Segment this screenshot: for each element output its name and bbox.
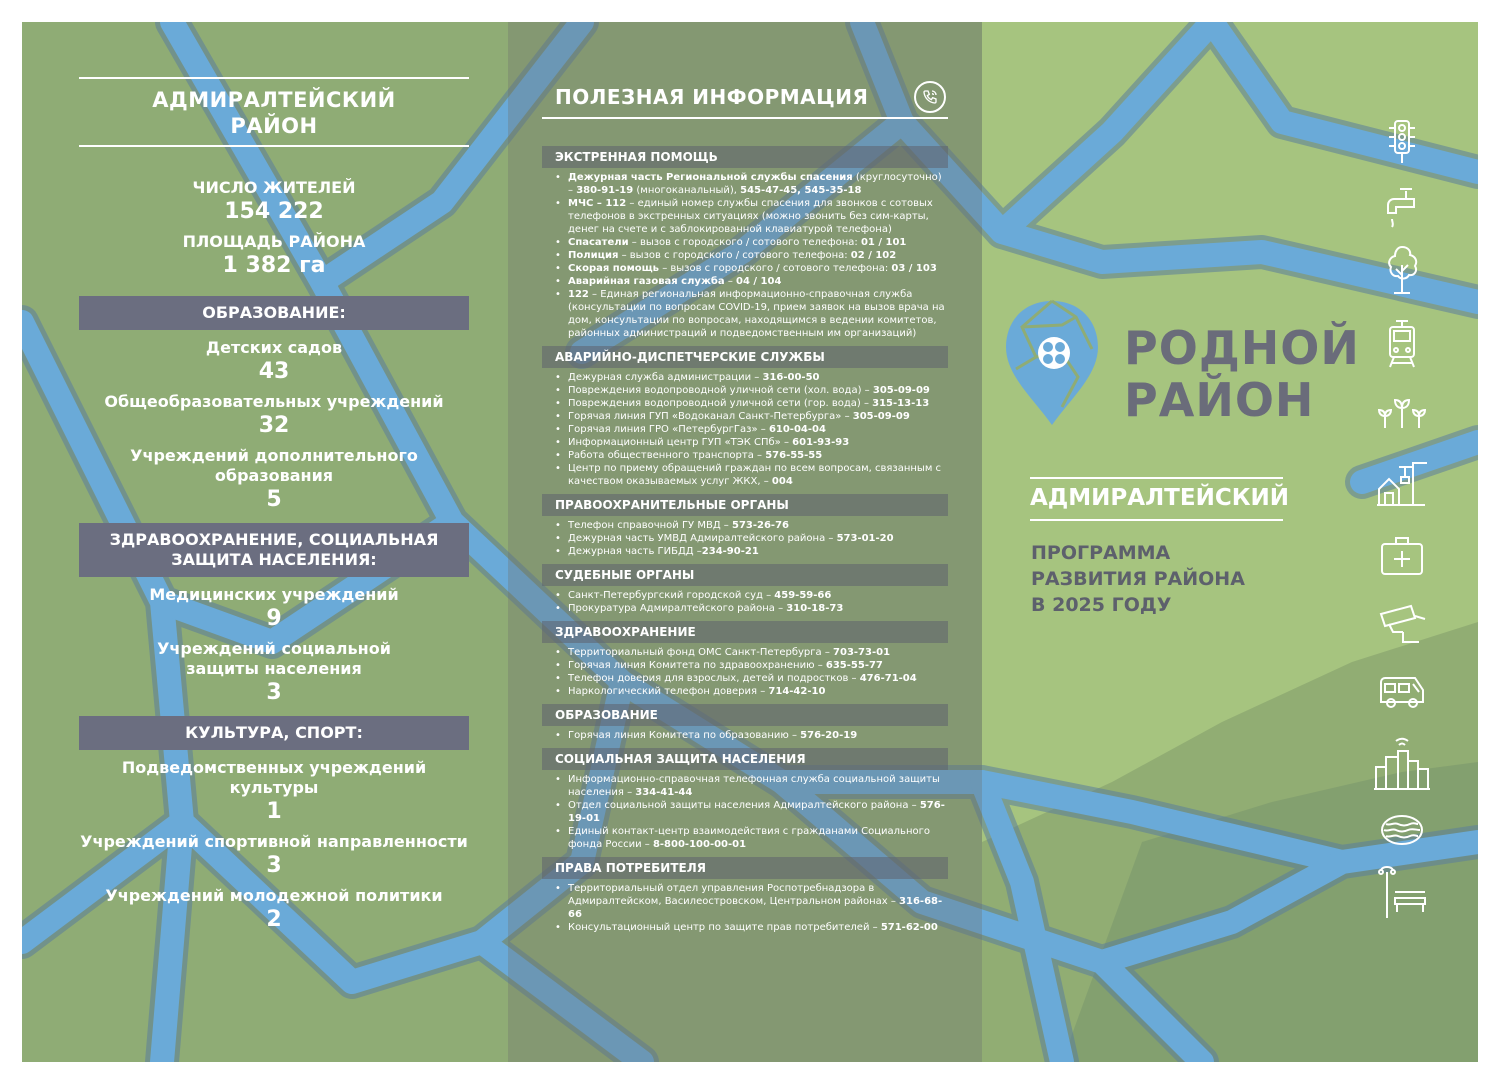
info-text: Телефон доверия для взрослых, детей и подростков – [568, 673, 860, 684]
info-text: (многоканальный), [633, 185, 741, 196]
info-text: – Единая региональная информационно-справочная служба (консультации по вопросам COVID-19, прием заявок на вызов врача на дом, консультации по вопросам, находящимся в ведении комитетов, районных администраций и подведомственным им организаций) [568, 289, 945, 339]
info-text: Работа общественного транспорта – [568, 450, 766, 461]
population-value: 154 222 [224, 199, 324, 224]
info-list [542, 646, 948, 698]
info-section-header: ОБРАЗОВАНИЕ [542, 704, 948, 726]
info-list-item [555, 462, 948, 488]
info-emphasis: 703-73-01 [833, 647, 891, 658]
stat-value: 32 [258, 413, 290, 438]
location-pin-logo [1002, 297, 1102, 429]
info-list-item [555, 384, 948, 397]
stat-label: Учреждений молодежной политики [105, 886, 443, 905]
info-text: Дежурная часть УМВД Адмиралтейского района – [568, 533, 837, 544]
stat-value: 9 [266, 606, 282, 631]
info-list-item [555, 672, 948, 685]
info-list-item [555, 371, 948, 384]
useful-info-column [542, 77, 948, 934]
info-text: – вызов с городского / сотового телефона: [618, 250, 851, 261]
info-list [542, 729, 948, 742]
info-text: Телефон справочной ГУ МВД – [568, 520, 732, 531]
info-emphasis: 02 / 102 [850, 250, 897, 261]
info-emphasis: Дежурная часть Региональной службы спасения [568, 172, 853, 183]
district-stats-column [79, 77, 469, 934]
info-list-item [555, 449, 948, 462]
info-emphasis: 545-47-45, 545-35-18 [740, 185, 862, 196]
info-emphasis: 234-90-21 [701, 546, 759, 557]
info-list [542, 519, 948, 558]
info-emphasis: 01 / 101 [860, 237, 907, 248]
info-text: – единый номер службы спасения для звонков с сотовых телефонов в экстренных ситуациях (можно звонить без сим-карты, денег на счете и с заблокированной клавиатурой телефона) [568, 198, 933, 235]
stat-label: Медицинских учреждений [149, 585, 399, 604]
info-section-header: АВАРИЙНО-ДИСПЕТЧЕРСКИЕ СЛУЖБЫ [542, 346, 948, 368]
info-list-item [555, 249, 948, 262]
info-emphasis: Аварийная газовая служба [568, 276, 725, 287]
info-section-header: ПРАВООХРАНИТЕЛЬНЫЕ ОРГАНЫ [542, 494, 948, 516]
info-emphasis: 635-55-77 [825, 660, 883, 671]
stat-value: 3 [266, 853, 282, 878]
info-list-item [555, 825, 948, 851]
info-emphasis: 573-01-20 [836, 533, 894, 544]
info-list [542, 171, 948, 340]
info-list-item [555, 602, 948, 615]
info-emphasis: 004 [771, 476, 793, 487]
info-emphasis: 316-68-66 [568, 896, 943, 920]
info-list-item [555, 275, 948, 288]
sprouts-icon [1372, 387, 1432, 437]
district-name-block [1030, 477, 1290, 521]
info-text: – вызов с городского / сотового телефона: [628, 237, 861, 248]
info-emphasis: Скорая помощь [568, 263, 660, 274]
info-text: Горячая линия Комитета по образованию – [568, 730, 801, 741]
info-emphasis: 380-91-19 [576, 185, 634, 196]
stat-label: Подведомственных учреждений культуры [121, 758, 427, 797]
info-emphasis: 714-42-10 [768, 686, 826, 697]
info-list-item [555, 685, 948, 698]
info-list-item [555, 171, 948, 197]
info-section-header: СУДЕБНЫЕ ОРГАНЫ [542, 564, 948, 586]
stat-value: 5 [266, 487, 282, 512]
info-text: (круглосуточно) – [568, 172, 942, 196]
useful-info-title: ПОЛЕЗНАЯ ИНФОРМАЦИЯ [555, 85, 869, 109]
info-emphasis: 576-20-19 [800, 730, 858, 741]
info-text: Повреждения водопроводной уличной сети (хол. вода) – [568, 385, 873, 396]
info-text: Прокуратура Адмиралтейского района – [568, 603, 787, 614]
info-text: Горячая линия ГУП «Водоканал Санкт-Петербурга» – [568, 411, 853, 422]
info-list [542, 882, 948, 934]
stat-value: 43 [258, 359, 290, 384]
divider [1030, 519, 1283, 521]
info-text: Наркологический телефон доверия – [568, 686, 769, 697]
population-label: ЧИСЛО ЖИТЕЛЕЙ [192, 178, 356, 197]
info-emphasis: 122 [568, 289, 589, 300]
info-emphasis: 315-13-13 [872, 398, 930, 409]
info-list-item [555, 545, 948, 558]
phone-icon [914, 81, 946, 113]
info-list-item [555, 236, 948, 249]
education-header: ОБРАЗОВАНИЕ: [79, 296, 469, 330]
info-emphasis: Полиция [568, 250, 619, 261]
info-list-item [555, 773, 948, 799]
info-text: Горячая линия ГРО «ПетербургГаз» – [568, 424, 769, 435]
info-list-item [555, 423, 948, 436]
water-tap-icon [1372, 181, 1432, 231]
district-name: АДМИРАЛТЕЙСКИЙ [1030, 485, 1290, 511]
info-emphasis: 459-59-66 [774, 590, 832, 601]
health-header: ЗДРАВООХРАНЕНИЕ, СОЦИАЛЬНАЯ ЗАЩИТА НАСЕЛЕНИЯ: [79, 523, 469, 577]
logo-wordmark [1124, 322, 1360, 426]
info-text: Единый контакт-центр взаимодействия с гражданами Социального фонда России – [568, 826, 930, 850]
info-emphasis: 03 / 103 [891, 263, 937, 274]
info-list [542, 589, 948, 615]
info-emphasis: 601-93-93 [792, 437, 850, 448]
info-emphasis: МЧС – 112 [568, 198, 627, 209]
info-list [542, 371, 948, 488]
info-emphasis: 576-55-55 [765, 450, 823, 461]
info-text: Горячая линия Комитета по здравоохранению – [568, 660, 826, 671]
info-text: Территориальный фонд ОМС Санкт-Петербурга – [568, 647, 834, 658]
info-list-item [555, 921, 948, 934]
info-list-item [555, 288, 948, 340]
stat-value: 1 [266, 799, 282, 824]
info-text: Консультационный центр по защите прав потребителей – [568, 922, 881, 933]
construction-icon [1372, 457, 1432, 507]
info-emphasis: 576-19-01 [568, 800, 945, 824]
info-list-item [555, 799, 948, 825]
stat-label: Детских садов [205, 338, 343, 357]
cctv-camera-icon [1372, 599, 1432, 649]
area-value: 1 382 га [222, 253, 326, 278]
stat-label: Учреждений дополнительного образования [130, 446, 418, 485]
info-list-item [555, 197, 948, 236]
stat-value: 3 [266, 680, 282, 705]
info-list-item [555, 397, 948, 410]
info-text: Центр по приему обращений граждан по всем вопросам, связанным с качеством оказываемых услуг ЖКХ, – [568, 463, 942, 487]
info-text: Санкт-Петербургский городской суд – [568, 590, 775, 601]
logo-line-2: РАЙОН [1124, 373, 1315, 427]
info-list-item [555, 532, 948, 545]
info-text: Территориальный отдел управления Роспотребнадзора в Адмиралтейском, Василеостровском, Центральном районах – [568, 883, 900, 907]
logo-line-1: РОДНОЙ [1124, 321, 1360, 375]
info-section-header: ПРАВА ПОТРЕБИТЕЛЯ [542, 857, 948, 879]
area-label: ПЛОЩАДЬ РАЙОНА [182, 232, 366, 251]
stat-label: Учреждений спортивной направленности [80, 832, 468, 851]
tree-icon [1372, 245, 1432, 295]
info-emphasis: 334-41-44 [635, 787, 693, 798]
stat-value: 2 [266, 907, 282, 932]
info-emphasis: 8-800-100-00-01 [652, 839, 747, 850]
info-emphasis: 310-18-73 [786, 603, 844, 614]
info-emphasis: 04 / 104 [736, 276, 782, 287]
program-line-2: РАЗВИТИЯ РАЙОНА [1031, 568, 1245, 590]
culture-header: КУЛЬТУРА, СПОРТ: [79, 716, 469, 750]
info-emphasis: 305-09-09 [872, 385, 930, 396]
info-emphasis: 305-09-09 [852, 411, 910, 422]
info-list-item [555, 589, 948, 602]
program-line-3: В 2025 ГОДУ [1031, 594, 1172, 616]
minibus-icon [1372, 667, 1432, 717]
stat-label: Учреждений социальной защиты населения [157, 639, 391, 678]
info-emphasis: 316-00-50 [762, 372, 820, 383]
info-text: Информационно-справочная телефонная служба социальной защиты населения – [568, 774, 940, 798]
info-section-header: ЭКСТРЕННАЯ ПОМОЩЬ [542, 146, 948, 168]
info-emphasis: Спасатели [568, 237, 629, 248]
info-text: Дежурная служба администрации – [568, 372, 763, 383]
program-title [1031, 540, 1245, 618]
info-list [542, 773, 948, 851]
traffic-light-icon [1372, 117, 1432, 167]
useful-info-header [542, 77, 948, 119]
road-surface-icon [1372, 805, 1432, 855]
info-text: Дежурная часть ГИБДД – [568, 546, 702, 557]
info-section-header: СОЦИАЛЬНАЯ ЗАЩИТА НАСЕЛЕНИЯ [542, 748, 948, 770]
info-emphasis: 610-04-04 [768, 424, 826, 435]
park-bench-icon [1372, 867, 1432, 917]
info-list-item [555, 410, 948, 423]
tram-icon [1372, 319, 1432, 369]
info-sections [542, 146, 948, 934]
info-emphasis: 573-26-76 [731, 520, 789, 531]
first-aid-icon [1372, 531, 1432, 581]
info-section-header: ЗДРАВООХРАНЕНИЕ [542, 621, 948, 643]
info-list-item [555, 659, 948, 672]
info-emphasis: 571-62-00 [880, 922, 938, 933]
program-line-1: ПРОГРАММА [1031, 542, 1171, 564]
info-emphasis: 476-71-04 [859, 673, 917, 684]
info-text: – вызов с городского / сотового телефона: [659, 263, 892, 274]
stat-label: Общеобразовательных учреждений [104, 392, 444, 411]
district-title: АДМИРАЛТЕЙСКИЙ РАЙОН [152, 88, 396, 138]
info-list-item [555, 882, 948, 921]
info-list-item [555, 729, 948, 742]
info-list-item [555, 262, 948, 275]
smart-city-icon [1372, 739, 1432, 789]
info-list-item [555, 436, 948, 449]
info-text: Повреждения водопроводной уличной сети (гор. вода) – [568, 398, 873, 409]
info-text: Информационный центр ГУП «ТЭК СПб» – [568, 437, 793, 448]
info-text: – [724, 276, 736, 287]
info-list-item [555, 519, 948, 532]
info-list-item [555, 646, 948, 659]
info-text: Отдел социальной защиты населения Адмиралтейского района – [568, 800, 920, 811]
